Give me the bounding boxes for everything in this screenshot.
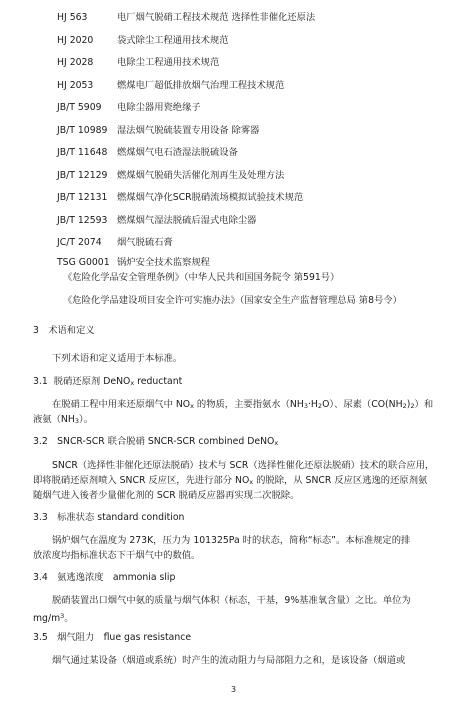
section-heading: 3 术语和定义 bbox=[33, 325, 95, 336]
standard-title: 烟气脱硫石膏 bbox=[117, 237, 173, 248]
standard-code: JB/T 11648 bbox=[57, 147, 108, 158]
term-3-1-heading bbox=[33, 376, 182, 389]
standard-title: 袋式除尘工程通用技术规范 bbox=[117, 35, 229, 46]
term-3-4-definition-line-2: $mg/m^3$。 bbox=[33, 612, 74, 624]
standard-code: JB/T 12131 bbox=[57, 192, 108, 203]
regulation-1: 《危险化学品安全管理条例》（中华人民共和国国务院令 第591号） bbox=[63, 272, 340, 283]
term-3-1-definition-line-1: 在脱硝工程中用来还原烟气中 NOx 的物质，主要指氨水（NH3·H2O）、尿素（CO(NH2)2）和 bbox=[52, 399, 434, 410]
standard-title: 燃煤烟气湿法脱硫后湿式电除尘器 bbox=[117, 215, 257, 226]
term-en: DeNOx reductant bbox=[103, 376, 183, 387]
standard-title: 燃煤电厂超低排放烟气治理工程技术规范 bbox=[117, 80, 285, 91]
standard-code: JB/T 12129 bbox=[57, 170, 108, 181]
regulation-2: 《危险化学品建设项目安全许可实施办法》（国家安全生产监督管理总局 第8号令） bbox=[63, 295, 402, 306]
term-3-4-heading: 3.4 氨逃逸浓度 ammonia slip bbox=[33, 572, 176, 583]
standard-code: HJ 2020 bbox=[57, 35, 94, 46]
term-3-2-definition-line-3: 随烟气进入後者少量催化剂的 SCR 脱硝反应器再实现二次脱除。 bbox=[33, 490, 300, 501]
standard-code: JB/T 5909 bbox=[57, 102, 102, 113]
standard-title: 燃煤烟气脱硝失活催化剂再生及处理方法 bbox=[117, 170, 285, 181]
term-3-1-definition-line-2: 液氨（NH3）。 bbox=[33, 414, 93, 425]
term-3-2-definition-line-2: 即将脱硝还原剂喷入 SNCR 反应区，先进行部分 NOx 的脱除，从 SNCR 反应区逃逸的还原剂氨 bbox=[33, 475, 428, 486]
page-number: 3 bbox=[231, 685, 237, 694]
standard-code: JB/T 10989 bbox=[57, 125, 108, 136]
standard-code: HJ 2028 bbox=[57, 57, 94, 68]
term-3-2-definition-line-1: SNCR（选择性非催化还原法脱硝）技术与 SCR（选择性催化还原法脱硝）技术的联合应用， bbox=[52, 460, 435, 471]
standard-code: HJ 2053 bbox=[57, 80, 94, 91]
section-intro: 下列术语和定义适用于本标准。 bbox=[52, 353, 183, 364]
term-3-3-definition-line-1: 锅炉烟气在温度为 273K，压力为 101325Pa 时的状态，简称“标态”。本标准规定的排 bbox=[52, 535, 411, 546]
term-3-2-heading: 3.2 SNCR-SCR 联合脱硝 SNCR-SCR combined DeNOx bbox=[33, 436, 279, 447]
term-3-3-heading: 3.3 标准状态 standard condition bbox=[33, 512, 185, 523]
term-3-5-heading: 3.5 烟气阻力 flue gas resistance bbox=[33, 632, 192, 643]
standard-code: JB/T 12593 bbox=[57, 215, 108, 226]
term-3-3-definition-line-2: 放浓度均指标准状态下干烟气中的数值。 bbox=[33, 550, 201, 561]
term-number: 3.1 bbox=[33, 376, 48, 387]
term-3-5-definition-line-1: 烟气通过某设备（烟道或系统）时产生的流动阻力与局部阻力之和，是该设备（烟道或 bbox=[52, 655, 406, 666]
standard-title: 电厂烟气脱硝工程技术规范 选择性非催化还原法 bbox=[117, 12, 316, 23]
standard-title: 燃煤烟气电石渣湿法脱硫设备 bbox=[117, 147, 238, 158]
standard-title: 燃煤烟气净化SCR脱硝流场模拟试验技术规范 bbox=[117, 192, 304, 203]
term-3-4-definition-line-1: 脱硝装置出口烟气中氨的质量与烟气体积（标态，干基，9%基准氧含量）之比。单位为 bbox=[52, 595, 411, 606]
standard-title: 电除尘器用瓷绝缘子 bbox=[117, 102, 201, 113]
standard-code: HJ 563 bbox=[57, 12, 88, 23]
standard-code: TSG G0001 bbox=[57, 257, 110, 268]
standard-code: JC/T 2074 bbox=[57, 237, 102, 248]
standard-title: 锅炉安全技术监察规程 bbox=[117, 257, 210, 268]
term-zh: 脱硝还原剂 bbox=[53, 376, 101, 387]
standard-title: 电除尘工程通用技术规范 bbox=[117, 57, 220, 68]
standard-title: 湿法烟气脱硫装置专用设备 除雾器 bbox=[117, 125, 260, 136]
